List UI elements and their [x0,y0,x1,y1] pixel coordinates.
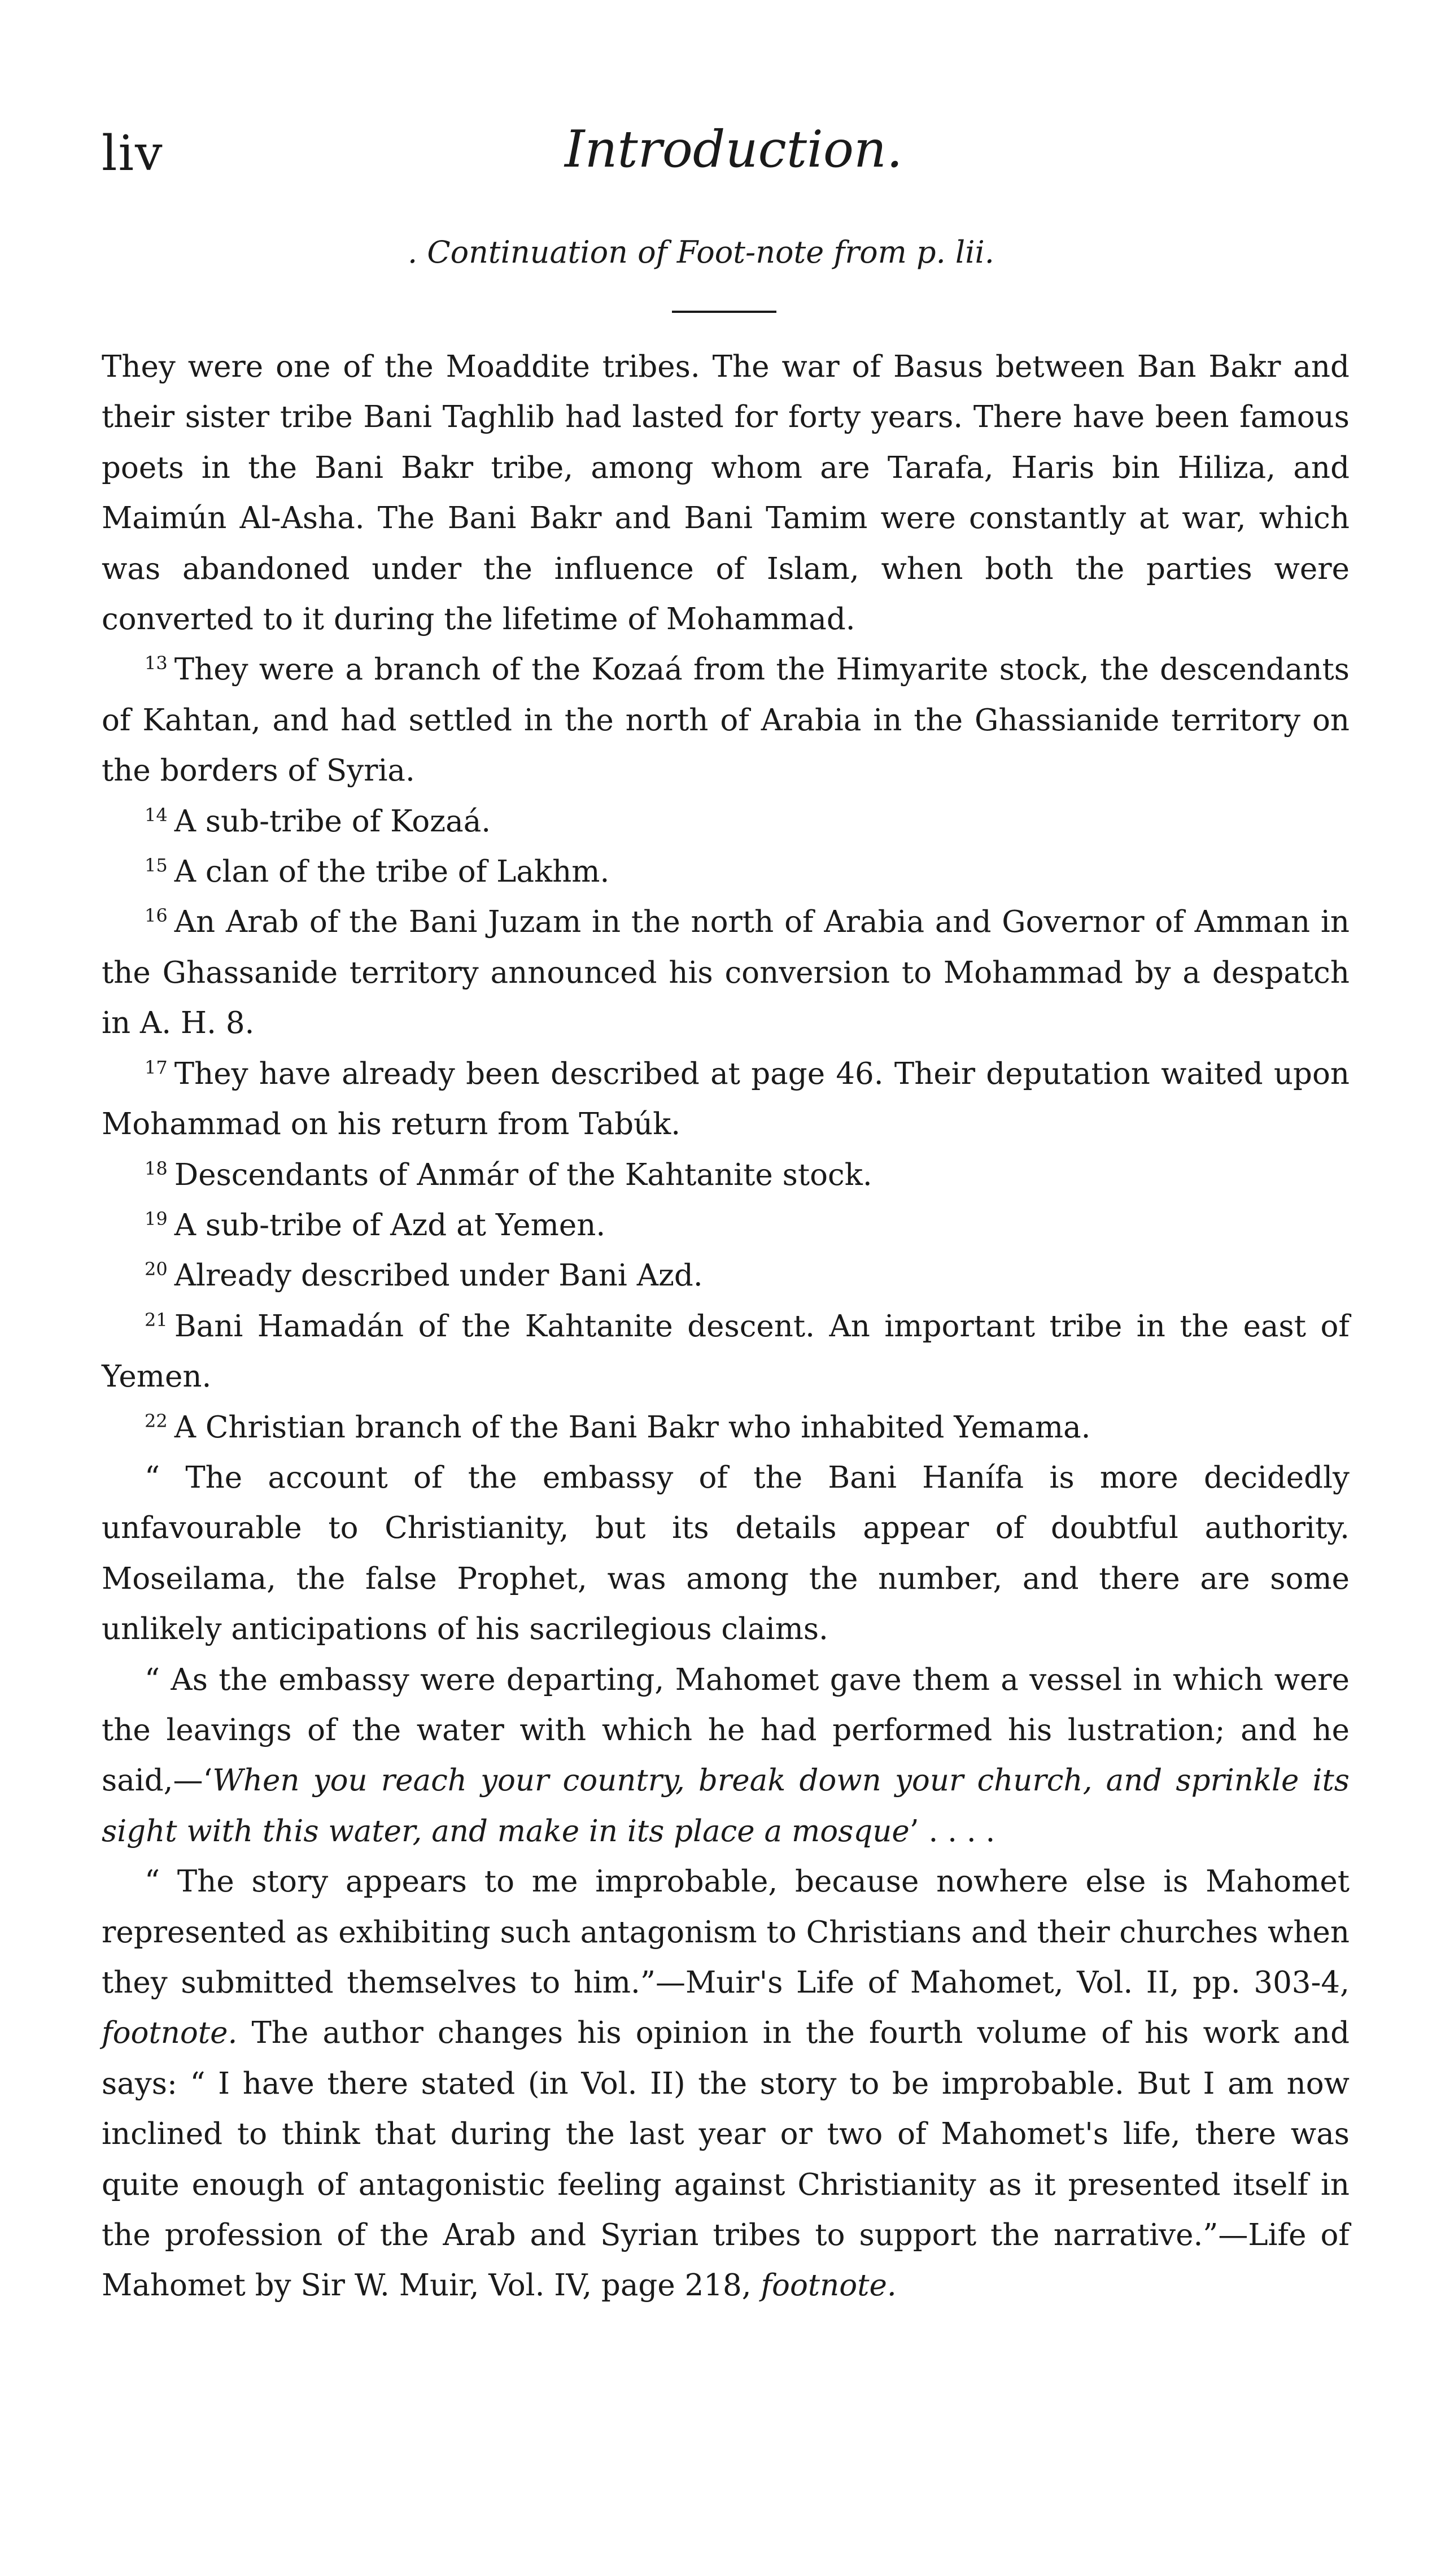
footnote-paragraph: $^{22}$ A Christian branch of the Bani Bakr who inhabited Yemama. [145,1410,1091,1445]
footnote-number: 19 [145,1208,168,1230]
quote-paragraph: “ The story appears to me improbable, because nowhere else is Mahomet represented as exhibiting such antagonism to Christians and their churches when they submitted themselves to him.”—Muir's Life of Mahomet, Vol. II, pp. 303-4, footnote. The author changes his opinion in the fourth volume of his work and says: “ I have there stated (in Vol. II) the story to be improbable. But I am now inclined to think that during the last year or two of Mahomet's life, there was quite enough of antagonistic feeling against Christianity as it presented itself in the profession of the Arab and Syrian tribes to support the narrative.”—Life of Mahomet by Sir W. Muir, Vol. IV, page 218, footnote. [102,1864,1350,2303]
footnote-body [102,342,1350,2311]
footnote-number: 21 [145,1309,168,1331]
footnote-paragraph: $^{19}$ A sub-tribe of Azd at Yemen. [145,1208,606,1243]
footnote-paragraph: $^{21}$ Bani Hamadán of the Kahtanite descent. An important tribe in the east of Yemen. [102,1309,1350,1394]
footnote-paragraph: $^{14}$ A sub-tribe of Kozaá. [145,804,491,839]
page-title: Introduction. [565,120,903,179]
footnote-number: 18 [145,1157,168,1179]
footnote-number: 22 [145,1410,168,1432]
footnote-paragraph: $^{18}$ Descendants of Anmár of the Kahtanite stock. [145,1157,872,1192]
footnote-number: 17 [145,1056,168,1078]
footnote-paragraph: $^{15}$ A clan of the tribe of Lakhm. [145,855,610,890]
quote-paragraph: “ The account of the embassy of the Bani Hanífa is more decidedly unfavourable to Christianity, but its details appear of doubtful authority. Moseilama, the false Prophet, was among the number, and there are some unlikely anticipations of his sacrilegious claims. [102,1460,1350,1647]
continuation-note: . Continuation of Foot-note from p. lii. [408,234,994,270]
footnote-number: 15 [145,855,168,877]
footnote-paragraph: $^{13}$ They were a branch of the Kozaá from the Himyarite stock, the descendants of Kahtan, and had settled in the north of Arabia in the Ghassianide territory on the borders of Syria. [102,652,1350,788]
footnote-number: 14 [145,804,168,826]
footnote-number: 13 [145,652,168,674]
footnote-number: 20 [145,1258,168,1280]
footnote-paragraph: $^{17}$ They have already been described at page 46. Their deputation waited upon Mohammad on his return from Tabúk. [102,1056,1350,1142]
footnote-number: 16 [145,905,168,927]
footnote-paragraph: They were one of the Moaddite tribes. The war of Basus between Ban Bakr and their sister tribe Bani Taghlib had lasted for forty years. There have been famous poets in the Bani Bakr tribe, among whom are Tarafa, Haris bin Hiliza, and Maimún Al-Asha. The Bani Bakr and Bani Tamim were constantly at war, which was abandoned under the influence of Islam, when both the parties were converted to it during the lifetime of Mohammad. [102,350,1350,637]
footnote-paragraph: $^{16}$ An Arab of the Bani Juzam in the north of Arabia and Governor of Amman in the Ghassanide territory announced his conversion to Mohammad by a despatch in A. H. 8. [102,905,1350,1041]
page-number: liv [102,125,164,182]
divider-rule [672,311,776,313]
quote-paragraph: “ As the embassy were departing, Mahomet gave them a vessel in which were the leavings of the water with which he had performed his lustration; and he said,—‘When you reach your country, break down your church, and sprinkle its sight with this water, and make in its place a mosque’ . . . . [102,1662,1350,1849]
footnote-paragraph: $^{20}$ Already described under Bani Azd. [145,1258,703,1293]
